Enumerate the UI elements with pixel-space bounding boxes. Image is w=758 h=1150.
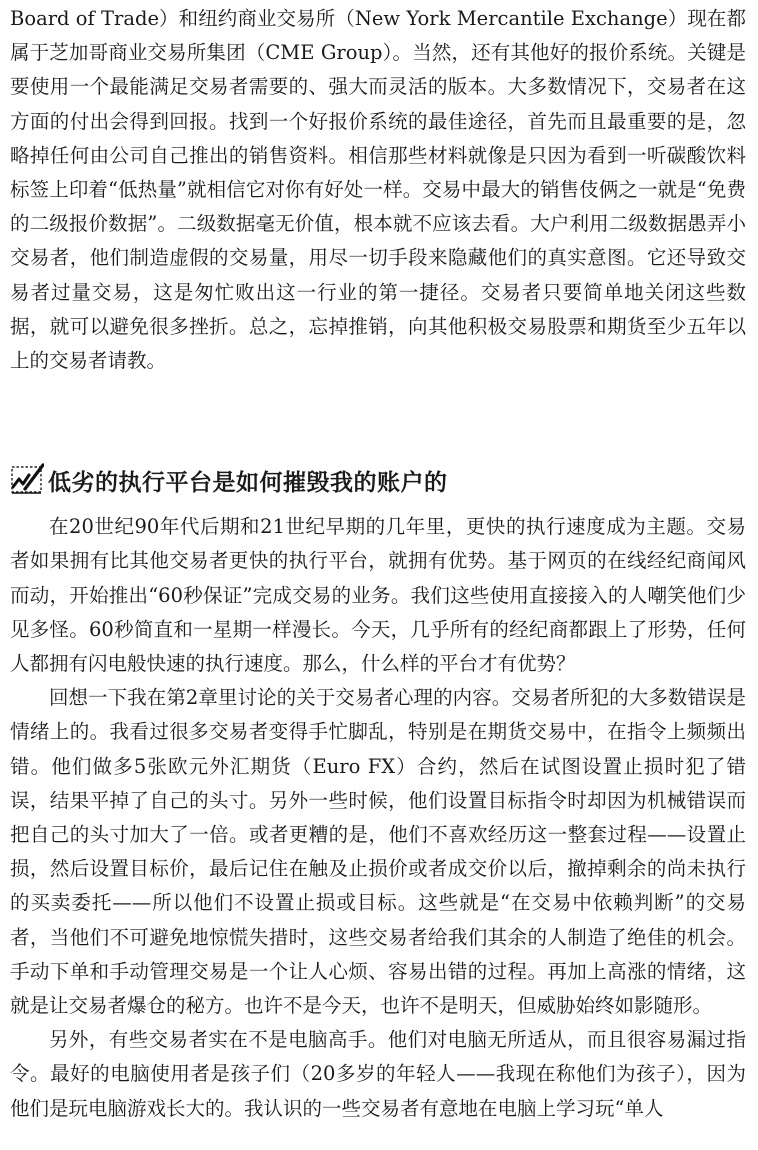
section-spacer <box>10 378 746 456</box>
section-title: 低劣的执行平台是如何摧毁我的账户的 <box>48 469 448 496</box>
paragraph-execution-speed: 在20世纪90年代后期和21世纪早期的几年里，更快的执行速度成为主题。交易者如果拥有比其他交易者更快的执行平台，就拥有优势。基于网页的在线经纪商闻风而动，开始推出“60秒保证”完成交易的业务。我们这些使用直接接入的人嘲笑他们少见多怪。60秒简直和一星期一样漫长。今天，几乎所有的经纪商都跟上了形势，任何人都拥有闪电般快速的执行速度。那么，什么样的平台才有优势？ <box>10 515 746 676</box>
paragraph-trader-psychology: 回想一下我在第2章里讨论的关于交易者心理的内容。交易者所犯的大多数错误是情绪上的。我看过很多交易者变得手忙脚乱，特别是在期货交易中，在指令上频频出错。他们做多5张欧元外汇期货（Euro FX）合约，然后在试图设置止损时犯了错误，结果平掉了自己的头寸。另外一些时候，他们设置目标指令时却因为机械错误而把自己的头寸加大了一倍。或者更糟的是，他们不喜欢经历这一整套过程——设置止损，然后设置目标价，最后记住在触及止损价或者成交价以后，撤掉剩余的尚未执行的买卖委托——所以他们不设置止损或目标。这些就是“在交易中依赖判断”的交易者，当他们不可避免地惊慌失措时，这些交易者给我们其余的人制造了绝佳的机会。手动下单和手动管理交易是一个让人心烦、容易出错的过程。再加上高涨的情绪，这就是让交易者爆仓的秘方。也许不是今天，也许不是明天，但威胁始终如影随形。 <box>10 686 746 1018</box>
book-page <box>10 2 746 1126</box>
paragraph-continued: Board of Trade）和纽约商业交易所（New York Mercantile Exchange）现在都属于芝加哥商业交易所集团（CME Group）。当然，还有其他好的报价系统。关键是要使用一个最能满足交易者需要的、强大而灵活的版本。大多数情况下，交易者在这方面的付出会得到回报。找到一个好报价系统的最佳途径，首先而且最重要的是，忽略掉任何由公司自己推出的销售资料。相信那些材料就像是只因为看到一听碳酸饮料标签上印着“低热量”就相信它对你有好处一样。交易中最大的销售伎俩之一就是“免费的二级报价数据”。二级数据毫无价值，根本就不应该去看。大户利用二级数据愚弄小交易者，他们制造虚假的交易量，用尽一切手段来隐藏他们的真实意图。它还导致交易者过量交易，这是匆忙败出这一行业的第一捷径。交易者只要简单地关闭这些数据，就可以避免很多挫折。总之，忘掉推销，向其他积极交易股票和期货至少五年以上的交易者请教。 <box>10 7 746 373</box>
paragraph-computer-skills: 另外，有些交易者实在不是电脑高手。他们对电脑无所适从，而且很容易漏过指令。最好的电脑使用者是孩子们（20多岁的年轻人——我现在称他们为孩子），因为他们是玩电脑游戏长大的。我认识的一些交易者有意地在电脑上学习玩“单人 <box>10 1028 746 1120</box>
section-heading <box>10 456 746 504</box>
chart-check-icon <box>10 463 44 497</box>
